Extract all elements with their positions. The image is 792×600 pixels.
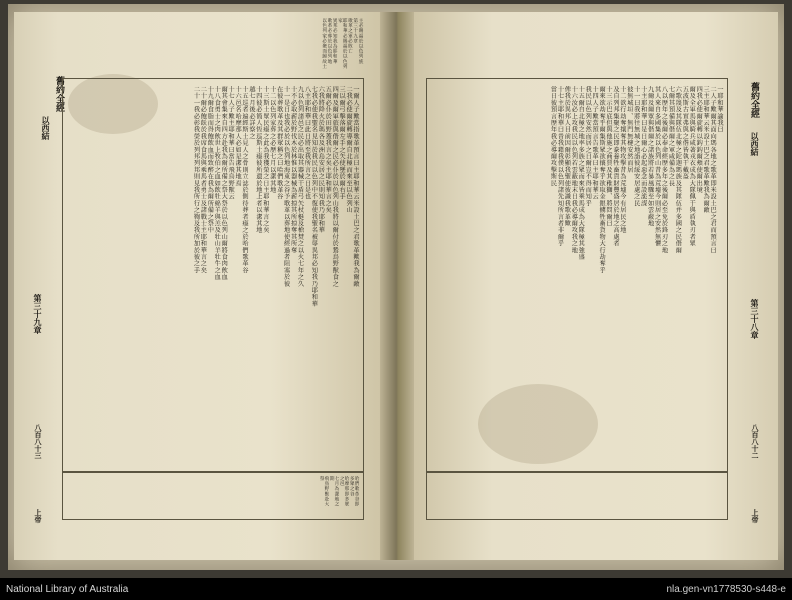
- text-column: 十五巡者遍經斯土見人之骨則立誌於側待葬者瘞之於哈們歌革谷: [241, 86, 248, 274]
- right-page-columns: [430, 86, 722, 462]
- text-column: 十三斯土眾民瘞之此為我獲榮之日主耶和華言之矣: [261, 86, 269, 234]
- text-column: 七我必使我聖名見知於我民以色列中不復使我聖名被辱異邦必知我乃耶和華: [310, 86, 318, 308]
- viewer-footer: [0, 578, 792, 600]
- text-column: 十七主耶和華曰昔我藉我僕以色列諸先知所言者非爾乎: [556, 86, 564, 247]
- text-column: 十六汝必上攻我民以色列若雲蔽地末日我必導爾攻我之地: [570, 86, 578, 254]
- text-column: 十主耶和華曰是日爾心必起惡念而設詭謀: [639, 86, 647, 207]
- text-column: 一耶和華諭我曰: [716, 86, 723, 133]
- institution-label: National Library of Australia: [6, 583, 129, 595]
- text-column: 六歌篾及其隊伍北極之陀迦瑪族及其隊伍并多國之民偕爾: [674, 86, 682, 254]
- scan-identifier: nla.gen-vn1778530-s448-e: [666, 583, 786, 595]
- text-column: 爾及全軍馬與騎兵咸著戎衣成為大隊佩干與盾執刃者眾: [688, 86, 696, 247]
- text-column: 俾我於異邦人目前因爾彰顯我聖使彼識我歌革歟: [563, 86, 571, 227]
- text-column: 十九爾食脂而得飽飲血而致醉在我為爾所備之祭中: [206, 86, 214, 234]
- text-column: 十不必取薪於野伐木於林惟以器械為薪掠其所掠奪其所奪: [289, 86, 297, 254]
- footnote: 七月為潔地之期: [329, 476, 339, 507]
- note-text: 以色列家必聚而歸故土: [321, 18, 327, 69]
- section-title: 以西結: [41, 116, 50, 140]
- text-column: 十七人子歟主耶和華曰當告飛鳥野獸云: [227, 86, 235, 200]
- chapter-label: 第三十八章: [750, 299, 759, 339]
- right-page-footnote-frame: [426, 472, 728, 520]
- note-heading: 第三十九章: [352, 18, 358, 44]
- text-column: 十五爾自北極之地率多族之眾而來皆乘馬成為大隊極其強盛: [577, 86, 585, 261]
- left-page-footnotes: [66, 476, 358, 514]
- chapter-label: 第三十九章: [33, 294, 42, 334]
- text-column: 十二以色列家葬之必歷七月以潔其地: [268, 86, 276, 194]
- text-column: 我民以色列安然而居之日爾豈不得而知乎: [584, 86, 592, 207]
- text-column: 五波斯古實弗與之偕皆執干戴盔: [681, 86, 689, 180]
- note-text: 歌革必葬於以色列地: [326, 18, 332, 64]
- text-column: 二人子歟爾其面向瑪各地之歌革即米設土巴之君而預言曰: [709, 86, 717, 254]
- text-column: 當日彼預言歷年我必導爾攻擊斯民: [549, 86, 557, 187]
- text-column: 四我必使爾旋轉以鈎鈎爾頰使爾出境: [695, 86, 703, 194]
- text-column: 二我必使爾旋轉導爾自北極而來至以色列山: [345, 86, 353, 214]
- text-column: 五爾必仆於田野蓋我言之矣主耶和華言之矣: [324, 86, 332, 214]
- text-column: 及自列邦集聚之民即豢養牲畜貨財豐盛居於地之高處者: [611, 86, 619, 247]
- left-page-top-notes: [22, 18, 362, 74]
- text-column: 九爾及爾眾與偕爾之諸族將若暴風驟至如雲蔽地: [646, 86, 654, 227]
- left-page-columns: [66, 86, 358, 462]
- text-column: 十三示巴底但與他施之商賈及其稚獅、將問爾曰: [605, 86, 612, 227]
- book-gutter: [380, 12, 414, 560]
- note-heading: 主必賜福於以色列族: [358, 18, 363, 64]
- text-column: 八主耶和華曰此日將至我所言之日是也: [303, 86, 311, 200]
- text-column: 十六邑名哈摩那人必如是潔其地焉: [234, 86, 242, 187]
- section-title: 以西結: [750, 132, 759, 156]
- text-column: 九以色列諸邑之民必出取其器械干盾弓矢杖梃及槍焚之以火七年之久: [296, 86, 304, 287]
- page-number: 八百八十二: [751, 424, 759, 459]
- text-column: 十八食勇士之肉飲世上牧伯之血如飲牡綿羊與羔及牡山羊牡牛之血: [213, 86, 221, 281]
- left-page-header: [22, 76, 66, 546]
- page-number: 八百八十三: [34, 424, 42, 459]
- text-column: 十一是日也我必於以色列地海東之谷予歌革以葬地使經過者阻塞於彼: [282, 86, 290, 287]
- footnote: 哈們歌革谷即多眾之谷: [349, 476, 359, 507]
- text-column: 二十爾必飽飫於我席食馬與乘馬者勇士及諸戰士主耶和華言之矣: [199, 86, 207, 274]
- text-column: 七爾其預備與偕爾之軍咸備為之長: [667, 86, 675, 187]
- note-heading: 歌革之軍必敗亡: [347, 18, 353, 54]
- text-column: 一爾人子歟當指歌革預言曰主耶和華云米設土巴之君歌革歟我為爾敵: [352, 86, 359, 287]
- text-column: 三以爾弓擊落爾左手之矢使墜於爾右手: [338, 86, 346, 200]
- text-column: 爾來欲劫奪乎爾集斯眾欲攘奪乎欲取金銀擄牲畜貨物大行劫奪乎: [598, 86, 606, 274]
- text-column: 八以歷年之後爾必奉命經歷多年之後爾必至免於鋒刃之地: [660, 86, 668, 254]
- text-column: 十一曰我將往無城之地詣彼綏安居處之民: [632, 86, 640, 207]
- text-column: 其人來自多國集於以色列山昔為荒墟今則居之安然無懼: [653, 86, 661, 247]
- text-column: 十四人子歟當預言告歌革曰主耶和華云: [591, 86, 599, 200]
- note-text: 異邦必知我為耶和華: [332, 18, 338, 64]
- corner-label: 上帝: [751, 509, 759, 523]
- note-text: 耶和華必賜福於以色列家: [337, 18, 348, 69]
- text-column: 六我將降火於瑪各及洲島安居之民則知我乃耶和華: [317, 86, 325, 234]
- text-column: 爾其會集來自四方赴我為爾所備之祭大祭於以色列山爾將食肉飲血: [220, 86, 228, 281]
- text-column: 十二欲行劫奪攘奪其物攻擊昔為荒墟今有居民之地: [618, 86, 626, 234]
- text-column: 在彼葬歌革及其群眾稱之曰哈們歌革谷: [275, 86, 283, 200]
- text-column: 三主耶和華云米設土巴之君歌革歟我為爾敵: [702, 86, 710, 214]
- footnote: 飛鳥野獸赴大祭: [319, 476, 329, 507]
- book-title: 舊約全經: [54, 76, 64, 112]
- book-spread: [8, 4, 784, 570]
- text-column: 越七月後必詳察之: [247, 86, 255, 140]
- text-column: 十四彼必簡人恆巡斯土瘞彼所遺於地上者以潔其地: [254, 86, 262, 234]
- text-column: 彼無城垣、無門無楗安然而居: [625, 86, 633, 174]
- text-column: 二十一我必彰我榮於列邦列邦則見我所行之鞫及我所加於彼之手: [192, 86, 200, 274]
- corner-label: 上帝: [34, 509, 42, 523]
- text-column: 四爾及爾軍旅與偕爾之民必仆於以色列山我將以爾付於鷙鳥野獸食之: [331, 86, 339, 287]
- book-title: 舊約全經: [749, 82, 759, 118]
- footnote: 哈摩那即多眾之邑: [339, 476, 349, 507]
